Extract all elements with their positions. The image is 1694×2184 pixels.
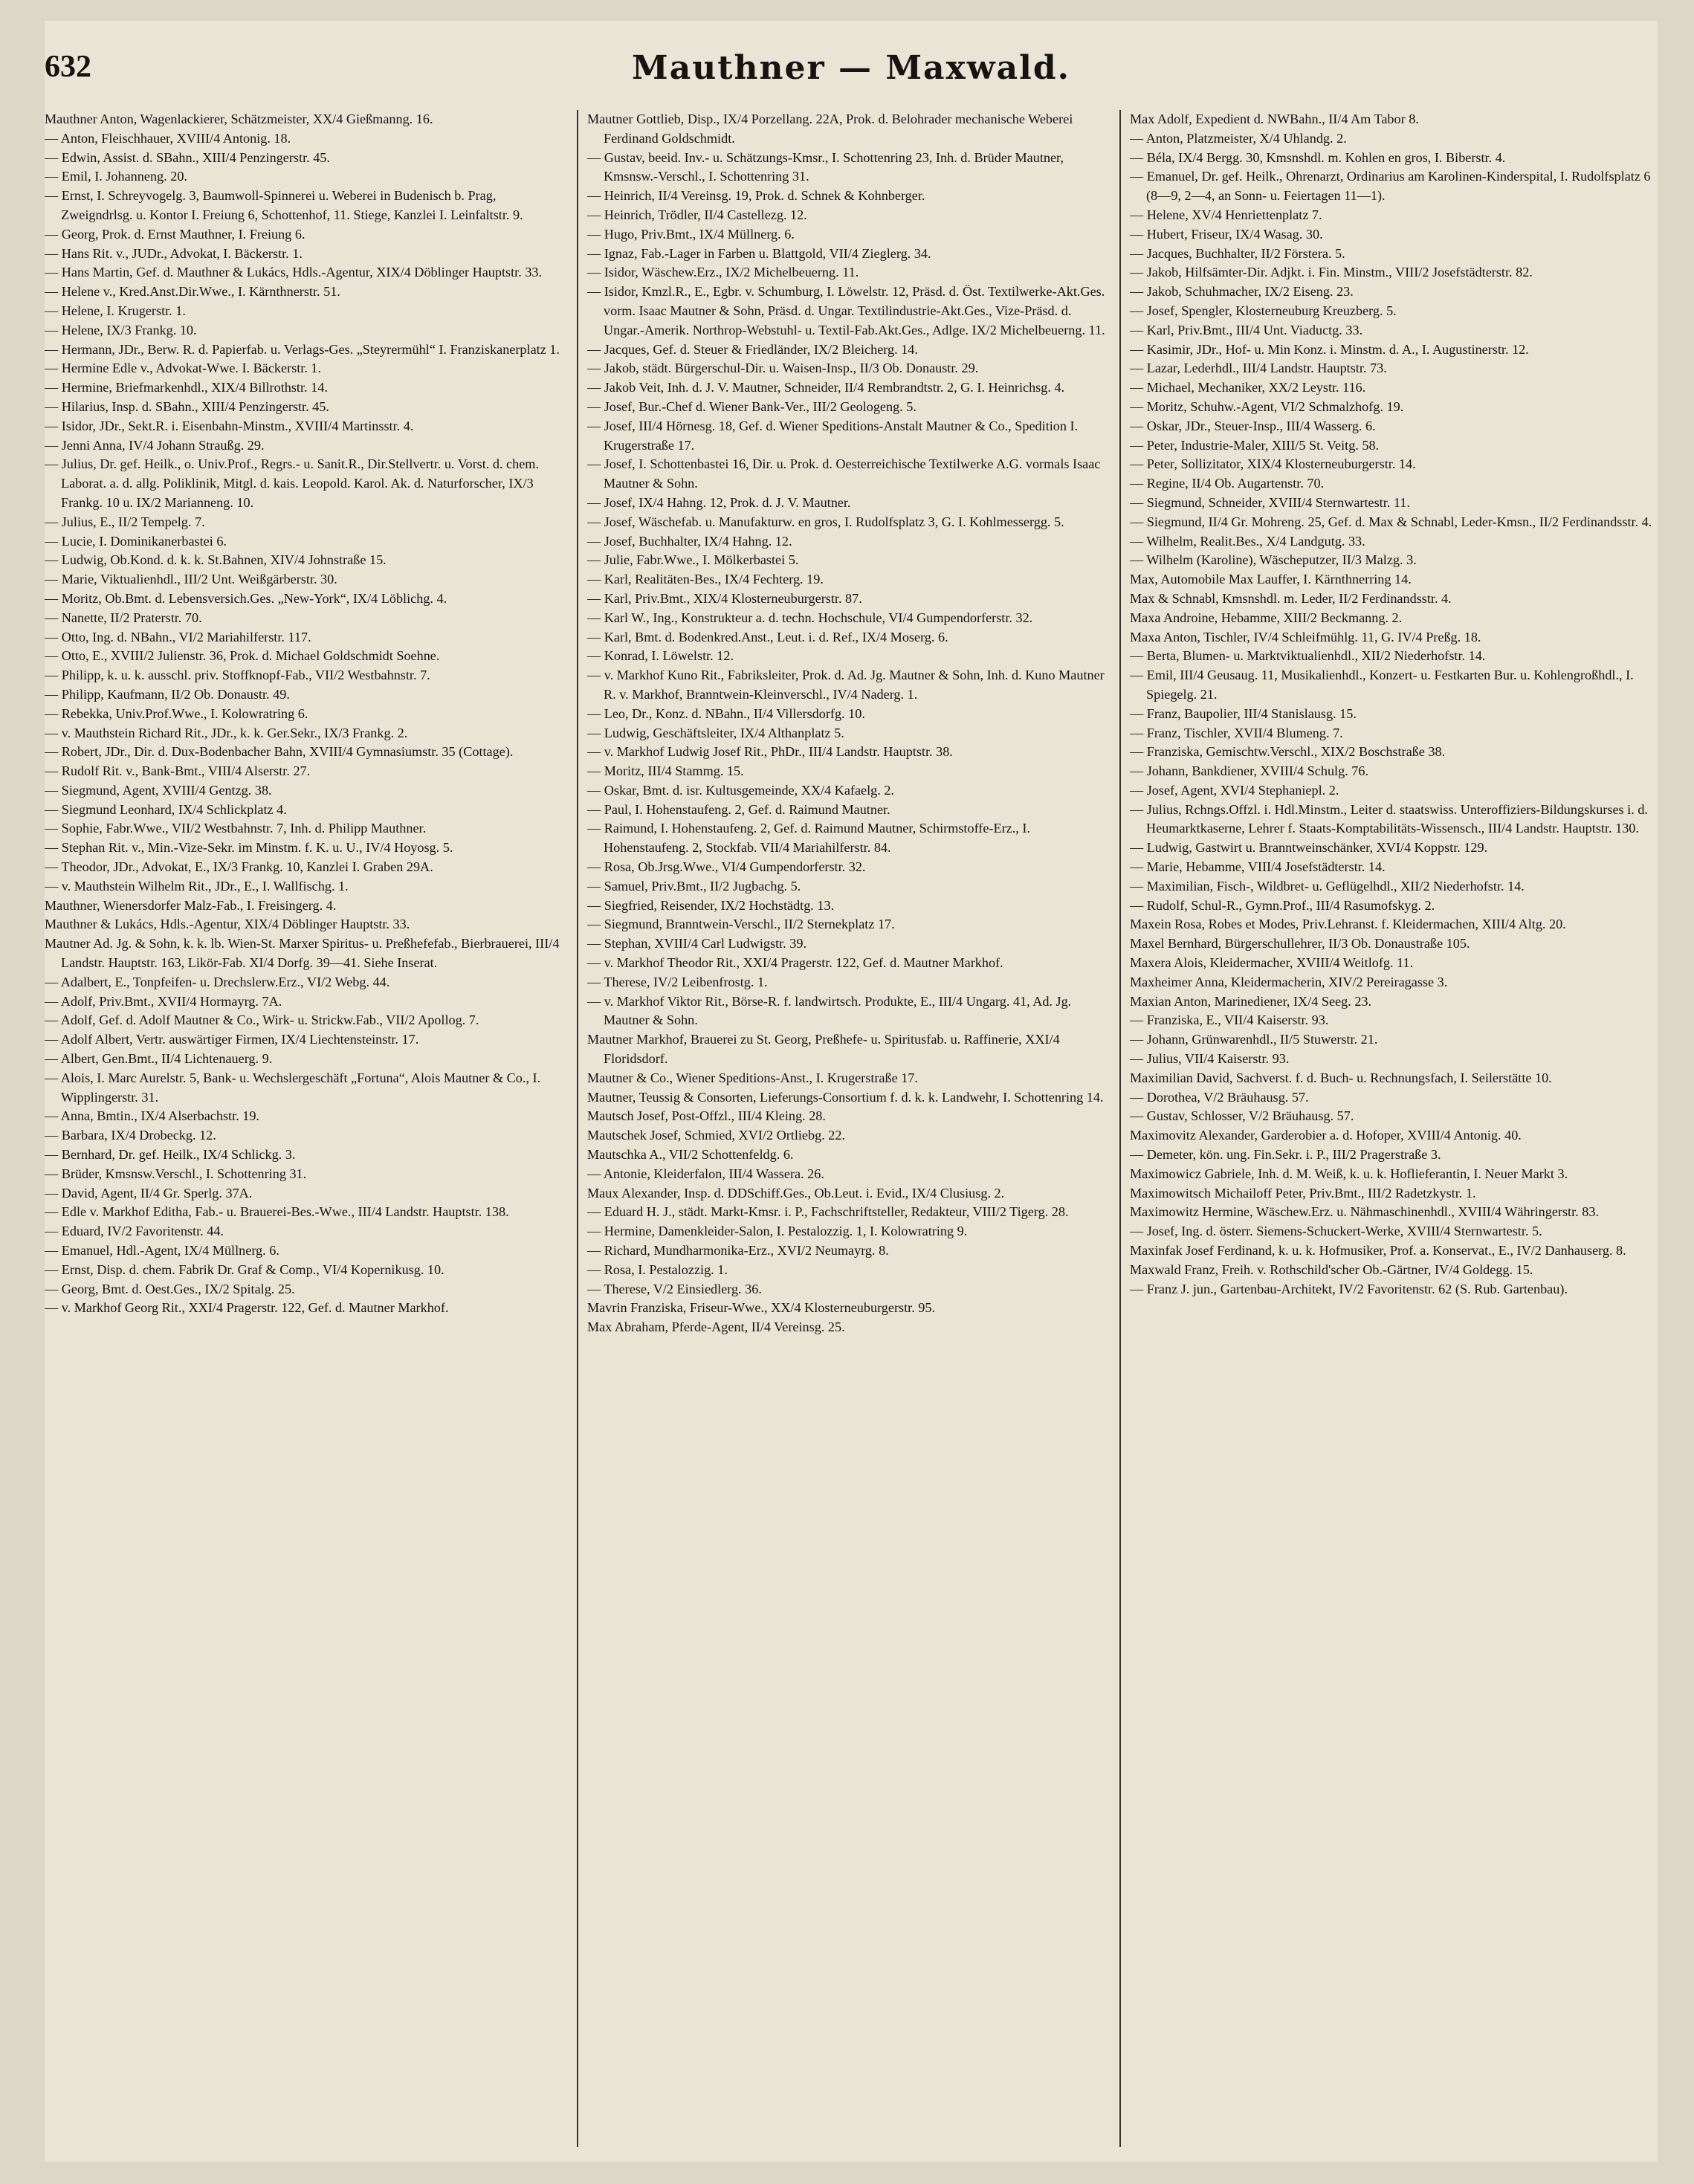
directory-entry: — Ignaz, Fab.-Lager in Farben u. Blattgold, VII/4 Zieglerg. 34. xyxy=(587,245,931,261)
directory-entry: — v. Markhof Kuno Rit., Fabriksleiter, Prok. d. Ad. Jg. Mautner & Sohn, Inh. d. Kuno Mautner R. v. Markhof, Branntwein-Kleinverschl., IV/4 Naderg. 1. xyxy=(587,668,1105,702)
directory-entry: — Hans Rit. v., JUDr., Advokat, I. Bäckerstr. 1. xyxy=(45,245,303,261)
directory-entry: Mautner Ad. Jg. & Sohn, k. k. lb. Wien-St. Marxer Spiritus- u. Preßhefefab., Bierbrauerei, III/4 Landstr. Hauptstr. 163, Likör-Fab. XI/4 Dorfg. 39—41. Siehe Inserat. xyxy=(45,936,560,971)
directory-entry: — Raimund, I. Hohenstaufeng. 2, Gef. d. Raimund Mautner, Schirmstoffe-Erz., I. Hohenstaufeng. 2, Stockfab. VII/4 Mariahilferstr. 84. xyxy=(587,821,1030,856)
directory-entry: Mavrin Franziska, Friseur-Wwe., XX/4 Klosterneuburgerstr. 95. xyxy=(587,1300,936,1316)
directory-entry: — Emanuel, Hdl.-Agent, IX/4 Müllnerg. 6. xyxy=(45,1243,279,1259)
directory-entry: — Siegmund, Branntwein-Verschl., II/2 Sternekplatz 17. xyxy=(587,917,895,932)
directory-entry: — Adolf, Gef. d. Adolf Mautner & Co., Wirk- u. Strickw.Fab., VII/2 Apollog. 7. xyxy=(45,1012,479,1028)
directory-entry: Mautner Markhof, Brauerei zu St. Georg, Preßhefe- u. Spiritusfab. u. Raffinerie, XXI/4 Floridsdorf. xyxy=(587,1032,1060,1067)
directory-entry: Maxian Anton, Marinediener, IX/4 Seeg. 23. xyxy=(1130,993,1372,1009)
directory-entry: — Regine, II/4 Ob. Augartenstr. 70. xyxy=(1130,476,1325,491)
column-2 xyxy=(587,110,1108,2147)
directory-entry: Mauthner, Wienersdorfer Malz-Fab., I. Freisingerg. 4. xyxy=(45,897,337,913)
directory-entry: — Peter, Industrie-Maler, XIII/5 St. Veitg. 58. xyxy=(1130,437,1380,453)
directory-entry: — Josef, I. Schottenbastei 16, Dir. u. Prok. d. Oesterreichische Textilwerke A.G. vormals Isaac Mautner & Sohn. xyxy=(587,456,1101,491)
column-3 xyxy=(1130,110,1658,2147)
directory-entry: — Stephan Rit. v., Min.-Vize-Sekr. im Minstm. f. K. u. U., IV/4 Hoyosg. 5. xyxy=(45,840,453,856)
directory-entry: — Eduard H. J., städt. Markt-Kmsr. i. P., Fachschriftsteller, Redakteur, VIII/2 Tigerg. 28. xyxy=(587,1204,1069,1220)
directory-entry: — Hilarius, Insp. d. SBahn., XIII/4 Penzingerstr. 45. xyxy=(45,398,329,414)
directory-entry: — Hermine Edle v., Advokat-Wwe. I. Bäckerstr. 1. xyxy=(45,361,322,376)
directory-entry: — v. Mauthstein Richard Rit., JDr., k. k. Ger.Sekr., IX/3 Frankg. 2. xyxy=(45,725,408,740)
directory-entry: — Hans Martin, Gef. d. Mauthner & Lukács, Hdls.-Agentur, XIX/4 Döblinger Hauptstr. 33. xyxy=(45,265,543,280)
directory-entry: — Ludwig, Geschäftsleiter, IX/4 Althanplatz 5. xyxy=(587,725,844,740)
directory-entry: Maxa Anton, Tischler, IV/4 Schleifmühlg. 11, G. IV/4 Preßg. 18. xyxy=(1130,629,1481,644)
directory-entry: — Rudolf Rit. v., Bank-Bmt., VIII/4 Alserstr. 27. xyxy=(45,763,311,779)
directory-entry: — Edwin, Assist. d. SBahn., XIII/4 Penzingerstr. 45. xyxy=(45,149,330,165)
directory-entry: — Adolf, Priv.Bmt., XVII/4 Hormayrg. 7A. xyxy=(45,993,282,1009)
directory-entry: Maxwald Franz, Freih. v. Rothschild'scher Ob.-Gärtner, IV/4 Goldegg. 15. xyxy=(1130,1261,1533,1277)
directory-entry: — Therese, V/2 Einsiedlerg. 36. xyxy=(587,1281,762,1296)
directory-entry: — Paul, I. Hohenstaufeng. 2, Gef. d. Raimund Mautner. xyxy=(587,801,890,817)
page-number: 632 xyxy=(45,50,91,84)
directory-entry: — Michael, Mechaniker, XX/2 Leystr. 116. xyxy=(1130,380,1366,395)
directory-entry: Maximowitz Hermine, Wäschew.Erz. u. Nähmaschinenhdl., XVIII/4 Währingerstr. 83. xyxy=(1130,1204,1599,1220)
directory-entry: Mautner Gottlieb, Disp., IX/4 Porzellang. 22A, Prok. d. Belohrader mechanische Weberei Ferdinand Goldschmidt. xyxy=(587,112,1073,146)
directory-entry: — Nanette, II/2 Praterstr. 70. xyxy=(45,610,202,625)
directory-entry: — Emil, III/4 Geusaug. 11, Musikalienhdl., Konzert- u. Festkarten Bur. u. Kohlengroßhdl., I. Spiegelg. 21. xyxy=(1130,668,1634,702)
directory-entry: — Siegfried, Reisender, IX/2 Hochstädtg. 13. xyxy=(587,897,835,913)
directory-entry: — Franziska, Gemischtw.Verschl., XIX/2 Boschstraße 38. xyxy=(1130,744,1446,760)
directory-entry: — Hugo, Priv.Bmt., IX/4 Müllnerg. 6. xyxy=(587,226,795,242)
directory-entry: Max & Schnabl, Kmsnshdl. m. Leder, II/2 Ferdinandsstr. 4. xyxy=(1130,590,1452,606)
directory-entry: — Johann, Grünwarenhdl., II/5 Stuwerstr. 21. xyxy=(1130,1032,1378,1047)
directory-entry: Max Adolf, Expedient d. NWBahn., II/4 Am Tabor 8. xyxy=(1130,112,1419,126)
directory-entry: — Ludwig, Ob.Kond. d. k. k. St.Bahnen, XIV/4 Johnstraße 15. xyxy=(45,552,387,568)
directory-entry: — v. Mauthstein Wilhelm Rit., JDr., E., I. Wallfischg. 1. xyxy=(45,878,349,894)
directory-entry: — Josef, III/4 Hörnesg. 18, Gef. d. Wiener Speditions-Anstalt Mautner & Co., Spedition I. Krugerstraße 17. xyxy=(587,418,1079,453)
directory-entry: — Alois, I. Marc Aurelstr. 5, Bank- u. Wechslergeschäft „Fortuna“, Alois Mautner & Co., I. Wipplingerstr. 31. xyxy=(45,1070,541,1105)
directory-entry: — Helene, XV/4 Henriettenplatz 7. xyxy=(1130,207,1322,222)
directory-entry: — Siegmund Leonhard, IX/4 Schlickplatz 4. xyxy=(45,801,287,817)
directory-entry: — Edle v. Markhof Editha, Fab.- u. Brauerei-Bes.-Wwe., III/4 Landstr. Hauptstr. 138. xyxy=(45,1204,509,1220)
directory-entry: — Josef, Spengler, Klosterneuburg Kreuzberg. 5. xyxy=(1130,303,1397,318)
directory-entry: — Julius, Dr. gef. Heilk., o. Univ.Prof., Regrs.- u. Sanit.R., Dir.Stellvertr. u. Vorst. d. chem. Laborat. a. d. allg. Poliklinik, Mitgl. d. kais. Leopold. Karol. Ak. d. Naturforscher, IX/3 Frankg. 10 u. IX/2 Marianneng. 10. xyxy=(45,456,539,510)
directory-entry: — Emil, I. Johanneng. 20. xyxy=(45,169,187,184)
directory-entry: Maux Alexander, Insp. d. DDSchiff.Ges., Ob.Leut. i. Evid., IX/4 Clusiusg. 2. xyxy=(587,1185,1005,1201)
directory-entry: Maxheimer Anna, Kleidermacherin, XIV/2 Pereiragasse 3. xyxy=(1130,974,1448,989)
directory-entry: — Moritz, Ob.Bmt. d. Lebensversich.Ges. „New-York“, IX/4 Löblichg. 4. xyxy=(45,590,447,606)
directory-entry: — Ernst, I. Schreyvogelg. 3, Baumwoll-Spinnerei u. Weberei in Budenisch b. Prag, Zweigndrlsg. u. Kontor I. Freiung 6, Schottenhof, 11. Stiege, Kanzlei I. Leinfaltstr. 9. xyxy=(45,188,523,222)
column-1 xyxy=(45,110,565,2147)
directory-entry: — Oskar, Bmt. d. isr. Kultusgemeinde, XX/4 Kafaelg. 2. xyxy=(587,782,894,798)
directory-entry: — Rosa, I. Pestalozzig. 1. xyxy=(587,1261,728,1277)
directory-entry: — Hubert, Friseur, IX/4 Wasag. 30. xyxy=(1130,226,1323,242)
directory-entry: — Peter, Sollizitator, XIX/4 Klosterneuburgerstr. 14. xyxy=(1130,456,1416,472)
directory-entry: — Therese, IV/2 Leibenfrostg. 1. xyxy=(587,974,768,989)
directory-entry: — Philipp, Kaufmann, II/2 Ob. Donaustr. 49. xyxy=(45,686,290,702)
directory-entry: — Demeter, kön. ung. Fin.Sekr. i. P., III/2 Pragerstraße 3. xyxy=(1130,1147,1441,1163)
directory-entry: — Jakob, städt. Bürgerschul-Dir. u. Waisen-Insp., II/3 Ob. Donaustr. 29. xyxy=(587,361,979,376)
directory-entry: — David, Agent, II/4 Gr. Sperlg. 37A. xyxy=(45,1185,253,1201)
directory-entry: — Julius, VII/4 Kaiserstr. 93. xyxy=(1130,1051,1290,1067)
directory-entry: — Adalbert, E., Tonpfeifen- u. Drechslerw.Erz., VI/2 Webg. 44. xyxy=(45,974,390,989)
directory-entry: — Emanuel, Dr. gef. Heilk., Ohrenarzt, Ordinarius am Karolinen-Kinderspital, I. Rudolfsplatz 6 (8—9, 2—4, an Sonn- u. Feiertagen 11—1). xyxy=(1130,169,1651,204)
directory-entry: Mautschek Josef, Schmied, XVI/2 Ortliebg. 22. xyxy=(587,1128,846,1143)
directory-entry: — Jakob, Schuhmacher, IX/2 Eiseng. 23. xyxy=(1130,284,1354,300)
directory-entry: — Anna, Bmtin., IX/4 Alserbachstr. 19. xyxy=(45,1108,259,1124)
directory-entry: — Wilhelm (Karoline), Wäscheputzer, II/3 Malzg. 3. xyxy=(1130,552,1417,568)
directory-entry: — Josef, Agent, XVI/4 Stephaniepl. 2. xyxy=(1130,782,1339,798)
directory-entry: — Hermann, JDr., Berw. R. d. Papierfab. u. Verlags-Ges. „Steyrermühl“ I. Franziskanerplatz 1. xyxy=(45,341,560,357)
directory-entry: — Kasimir, JDr., Hof- u. Min Konz. i. Minstm. d. A., I. Augustinerstr. 12. xyxy=(1130,341,1529,357)
directory-entry: — Jakob, Hilfsämter-Dir. Adjkt. i. Fin. Minstm., VIII/2 Josefstädterstr. 82. xyxy=(1130,265,1533,280)
directory-entry: — Albert, Gen.Bmt., II/4 Lichtenauerg. 9. xyxy=(45,1051,273,1067)
directory-entry: — Siegmund, Schneider, XVIII/4 Sternwartestr. 11. xyxy=(1130,494,1410,510)
directory-entry: — Rebekka, Univ.Prof.Wwe., I. Kolowratring 6. xyxy=(45,705,308,721)
directory-entry: — Hermine, Damenkleider-Salon, I. Pestalozzig. 1, I. Kolowratring 9. xyxy=(587,1224,968,1239)
directory-entry: — Franz, Baupolier, III/4 Stanislausg. 15. xyxy=(1130,705,1357,721)
directory-entry: — Isidor, Kmzl.R., E., Egbr. v. Schumburg, I. Löwelstr. 12, Präsd. d. Öst. Textilwerke-Akt.Ges. vorm. Isaac Mautner & Sohn, Präsd. d. Ungar. Textilindustrie-Akt.Ges., Vize-Präsd. d. Ungar.-Amerik. Northrop-Webstuhl- u. Textil-Fab.Akt.Ges., Adlge. IX/2 Michelbeuerng. 11. xyxy=(587,284,1105,337)
directory-entry: Mautner & Co., Wiener Speditions-Anst., I. Krugerstraße 17. xyxy=(587,1070,918,1085)
directory-entry: — Philipp, k. u. k. ausschl. priv. Stoffknopf-Fab., VII/2 Westbahnstr. 7. xyxy=(45,668,430,683)
directory-entry: — Otto, Ing. d. NBahn., VI/2 Mariahilferstr. 117. xyxy=(45,629,311,644)
directory-entry: — Béla, IX/4 Bergg. 30, Kmsnshdl. m. Kohlen en gros, I. Biberstr. 4. xyxy=(1130,149,1506,165)
directory-entry: — Siegmund, II/4 Gr. Mohreng. 25, Gef. d. Max & Schnabl, Leder-Kmsn., II/2 Ferdinandsstr. 4. xyxy=(1130,514,1652,529)
directory-entry: — Josef, Bur.-Chef d. Wiener Bank-Ver., III/2 Geologeng. 5. xyxy=(587,398,916,414)
column-divider xyxy=(1119,110,1121,2147)
directory-entry: — Siegmund, Agent, XVIII/4 Gentzg. 38. xyxy=(45,782,272,798)
directory-entry: — Berta, Blumen- u. Marktviktualienhdl., XII/2 Niederhofstr. 14. xyxy=(1130,648,1486,664)
directory-entry: — Isidor, Wäschew.Erz., IX/2 Michelbeuerng. 11. xyxy=(587,265,859,280)
directory-entry: — Helene, IX/3 Frankg. 10. xyxy=(45,322,197,337)
columns-container xyxy=(45,21,1658,2162)
directory-entry: — Karl, Priv.Bmt., III/4 Unt. Viaductg. 33. xyxy=(1130,322,1363,337)
directory-entry: — Julie, Fabr.Wwe., I. Mölkerbastei 5. xyxy=(587,552,799,568)
directory-entry: — Karl, Realitäten-Bes., IX/4 Fechterg. 19. xyxy=(587,572,824,587)
directory-entry: Max, Automobile Max Lauffer, I. Kärnthnerring 14. xyxy=(1130,572,1412,587)
column-divider xyxy=(577,110,578,2147)
directory-entry: — v. Markhof Georg Rit., XXI/4 Pragerstr. 122, Gef. d. Mautner Markhof. xyxy=(45,1300,449,1316)
directory-entry: — Karl, Priv.Bmt., XIX/4 Klosterneuburgerstr. 87. xyxy=(587,590,862,606)
directory-entry: — Maximilian, Fisch-, Wildbret- u. Geflügelhdl., XII/2 Niederhofstr. 14. xyxy=(1130,878,1525,894)
directory-entry: — Rosa, Ob.Jrsg.Wwe., VI/4 Gumpendorferstr. 32. xyxy=(587,859,866,875)
directory-entry: Maximovitz Alexander, Garderobier a. d. Hofoper, XVIII/4 Antonig. 40. xyxy=(1130,1128,1522,1143)
directory-entry: Mauthner Anton, Wagenlackierer, Schätzmeister, XX/4 Gießmanng. 16. xyxy=(45,112,433,126)
directory-entry: — Eduard, IV/2 Favoritenstr. 44. xyxy=(45,1224,224,1239)
directory-entry: — Josef, Buchhalter, IX/4 Hahng. 12. xyxy=(587,533,792,549)
directory-entry: — Richard, Mundharmonika-Erz., XVI/2 Neumayrg. 8. xyxy=(587,1243,889,1259)
directory-entry: — Franziska, E., VII/4 Kaiserstr. 93. xyxy=(1130,1012,1329,1028)
directory-entry: — Moritz, III/4 Stammg. 15. xyxy=(587,763,744,779)
directory-entry: — Franz J. jun., Gartenbau-Architekt, IV/2 Favoritenstr. 62 (S. Rub. Gartenbau). xyxy=(1130,1281,1568,1296)
directory-entry: — Rudolf, Schul-R., Gymn.Prof., III/4 Rasumofskyg. 2. xyxy=(1130,897,1435,913)
directory-entry: — Samuel, Priv.Bmt., II/2 Jugbachg. 5. xyxy=(587,878,801,894)
directory-entry: — Konrad, I. Löwelstr. 12. xyxy=(587,648,734,664)
directory-entry: — Bernhard, Dr. gef. Heilk., IX/4 Schlickg. 3. xyxy=(45,1147,296,1163)
directory-entry: — Isidor, JDr., Sekt.R. i. Eisenbahn-Minstm., XVIII/4 Martinsstr. 4. xyxy=(45,418,414,433)
directory-entry: — Ernst, Disp. d. chem. Fabrik Dr. Graf & Comp., VI/4 Kopernikusg. 10. xyxy=(45,1261,444,1277)
directory-entry: — Helene v., Kred.Anst.Dir.Wwe., I. Kärnthnerstr. 51. xyxy=(45,284,340,300)
directory-entry: — Jacques, Gef. d. Steuer & Friedländer, IX/2 Bleicherg. 14. xyxy=(587,341,918,357)
directory-entry: — Julius, Rchngs.Offzl. i. Hdl.Minstm., Leiter d. staatswiss. Unteroffiziers-Bildungskurses i. d. Heumarktkaserne, Lehrer f. Staats-Komptabilitäts-Wissensch., III/4 Landstr. Hauptstr. 130. xyxy=(1130,801,1648,836)
directory-entry: — Marie, Viktualienhdl., III/2 Unt. Weißgärberstr. 30. xyxy=(45,572,337,587)
directory-entry: — Antonie, Kleiderfalon, III/4 Wassera. 26. xyxy=(587,1166,824,1181)
directory-entry: — Lazar, Lederhdl., III/4 Landstr. Hauptstr. 73. xyxy=(1130,361,1387,376)
directory-entry: — Moritz, Schuhw.-Agent, VI/2 Schmalzhofg. 19. xyxy=(1130,398,1404,414)
directory-entry: — Georg, Prok. d. Ernst Mauthner, I. Freiung 6. xyxy=(45,226,305,242)
directory-page xyxy=(45,21,1658,2162)
directory-entry: — Josef, IX/4 Hahng. 12, Prok. d. J. V. Mautner. xyxy=(587,494,851,510)
directory-entry: Mautschka A., VII/2 Schottenfeldg. 6. xyxy=(587,1147,794,1163)
directory-entry: — Gustav, beeid. Inv.- u. Schätzungs-Kmsr., I. Schottenring 23, Inh. d. Brüder Mautner, Kmsnsw.-Verschl., I. Schottenring 31. xyxy=(587,149,1064,184)
directory-entry: — Wilhelm, Realit.Bes., X/4 Landgutg. 33. xyxy=(1130,533,1365,549)
directory-entry: — Oskar, JDr., Steuer-Insp., III/4 Wasserg. 6. xyxy=(1130,418,1376,433)
directory-entry: — Barbara, IX/4 Drobeckg. 12. xyxy=(45,1128,216,1143)
directory-entry: — Robert, JDr., Dir. d. Dux-Bodenbacher Bahn, XVIII/4 Gymnasiumstr. 35 (Cottage). xyxy=(45,744,514,760)
directory-entry: — Karl W., Ing., Konstrukteur a. d. techn. Hochschule, VI/4 Gumpendorferstr. 32. xyxy=(587,610,1033,625)
page-title: Mauthner — Maxwald. xyxy=(632,49,1070,87)
directory-entry: — Stephan, XVIII/4 Carl Ludwigstr. 39. xyxy=(587,936,807,952)
directory-entry: Mauthner & Lukács, Hdls.-Agentur, XIX/4 Döblinger Hauptstr. 33. xyxy=(45,917,410,932)
directory-entry: — Karl, Bmt. d. Bodenkred.Anst., Leut. i. d. Ref., IX/4 Moserg. 6. xyxy=(587,629,948,644)
directory-entry: Max Abraham, Pferde-Agent, II/4 Vereinsg. 25. xyxy=(587,1319,845,1335)
directory-entry: — Marie, Hebamme, VIII/4 Josefstädterstr. 14. xyxy=(1130,859,1386,875)
directory-entry: — Lucie, I. Dominikanerbastei 6. xyxy=(45,533,227,549)
directory-entry: — Hermine, Briefmarkenhdl., XIX/4 Billrothstr. 14. xyxy=(45,380,328,395)
directory-entry: — Johann, Bankdiener, XVIII/4 Schulg. 76. xyxy=(1130,763,1369,779)
directory-entry: — Gustav, Schlosser, V/2 Bräuhausg. 57. xyxy=(1130,1108,1354,1124)
directory-entry: — Leo, Dr., Konz. d. NBahn., II/4 Villersdorfg. 10. xyxy=(587,705,865,721)
directory-entry: — Anton, Fleischhauer, XVIII/4 Antonig. 18. xyxy=(45,130,291,146)
directory-entry: — Otto, E., XVIII/2 Julienstr. 36, Prok. d. Michael Goldschmidt Soehne. xyxy=(45,648,440,664)
directory-entry: — v. Markhof Viktor Rit., Börse-R. f. landwirtsch. Produkte, E., III/4 Ungarg. 41, Ad. Jg. Mautner & Sohn. xyxy=(587,993,1072,1028)
directory-entry: Mautsch Josef, Post-Offzl., III/4 Kleing. 28. xyxy=(587,1108,826,1124)
directory-entry: — v. Markhof Theodor Rit., XXI/4 Pragerstr. 122, Gef. d. Mautner Markhof. xyxy=(587,955,1003,971)
directory-entry: — Adolf Albert, Vertr. auswärtiger Firmen, IX/4 Liechtensteinstr. 17. xyxy=(45,1032,419,1047)
directory-entry: Maxein Rosa, Robes et Modes, Priv.Lehranst. f. Kleidermachen, XIII/4 Altg. 20. xyxy=(1130,917,1566,932)
directory-entry: — v. Markhof Ludwig Josef Rit., PhDr., III/4 Landstr. Hauptstr. 38. xyxy=(587,744,953,760)
directory-entry: — Heinrich, Trödler, II/4 Castellezg. 12. xyxy=(587,207,807,222)
directory-entry: — Georg, Bmt. d. Oest.Ges., IX/2 Spitalg. 25. xyxy=(45,1281,295,1296)
directory-entry: Maxel Bernhard, Bürgerschullehrer, II/3 Ob. Donaustraße 105. xyxy=(1130,936,1470,952)
directory-entry: — Josef, Ing. d. österr. Siemens-Schuckert-Werke, XVIII/4 Sternwartestr. 5. xyxy=(1130,1224,1542,1239)
directory-entry: — Josef, Wäschefab. u. Manufakturw. en gros, I. Rudolfsplatz 3, G. I. Kohlmessergg. 5. xyxy=(587,514,1064,529)
directory-entry: — Jenni Anna, IV/4 Johann Straußg. 29. xyxy=(45,437,265,453)
directory-entry: — Ludwig, Gastwirt u. Branntweinschänker, XVI/4 Koppstr. 129. xyxy=(1130,840,1488,856)
directory-entry: Maxinfak Josef Ferdinand, k. u. k. Hofmusiker, Prof. a. Konservat., E., IV/2 Danhauserg. 8. xyxy=(1130,1243,1626,1259)
directory-entry: Maxera Alois, Kleidermacher, XVIII/4 Weitlofg. 11. xyxy=(1130,955,1414,971)
directory-entry: — Julius, E., II/2 Tempelg. 7. xyxy=(45,514,205,529)
directory-entry: — Helene, I. Krugerstr. 1. xyxy=(45,303,186,318)
directory-entry: — Dorothea, V/2 Bräuhausg. 57. xyxy=(1130,1089,1309,1105)
directory-entry: Mautner, Teussig & Consorten, Lieferungs-Consortium f. d. k. k. Landwehr, I. Schottenring 14. xyxy=(587,1089,1104,1105)
directory-entry: — Jacques, Buchhalter, II/2 Förstera. 5. xyxy=(1130,245,1345,261)
directory-entry: — Heinrich, II/4 Vereinsg. 19, Prok. d. Schnek & Kohnberger. xyxy=(587,188,925,204)
directory-entry: Maximowicz Gabriele, Inh. d. M. Weiß, k. u. k. Hoflieferantin, I. Neuer Markt 3. xyxy=(1130,1166,1568,1181)
directory-entry: Maximilian David, Sachverst. f. d. Buch- u. Rechnungsfach, I. Seilerstätte 10. xyxy=(1130,1070,1552,1085)
directory-entry: — Sophie, Fabr.Wwe., VII/2 Westbahnstr. 7, Inh. d. Philipp Mauthner. xyxy=(45,821,427,836)
directory-entry: Maxa Androine, Hebamme, XIII/2 Beckmanng. 2. xyxy=(1130,610,1403,625)
directory-entry: — Anton, Platzmeister, X/4 Uhlandg. 2. xyxy=(1130,130,1347,146)
directory-entry: — Jakob Veit, Inh. d. J. V. Mautner, Schneider, II/4 Rembrandtstr. 2, G. I. Heinrichsg. 4. xyxy=(587,380,1065,395)
directory-entry: Maximowitsch Michailoff Peter, Priv.Bmt., III/2 Radetzkystr. 1. xyxy=(1130,1185,1476,1201)
directory-entry: — Brüder, Kmsnsw.Verschl., I. Schottenring 31. xyxy=(45,1166,307,1181)
directory-entry: — Theodor, JDr., Advokat, E., IX/3 Frankg. 10, Kanzlei I. Graben 29A. xyxy=(45,859,433,875)
directory-entry: — Franz, Tischler, XVII/4 Blumeng. 7. xyxy=(1130,725,1343,740)
